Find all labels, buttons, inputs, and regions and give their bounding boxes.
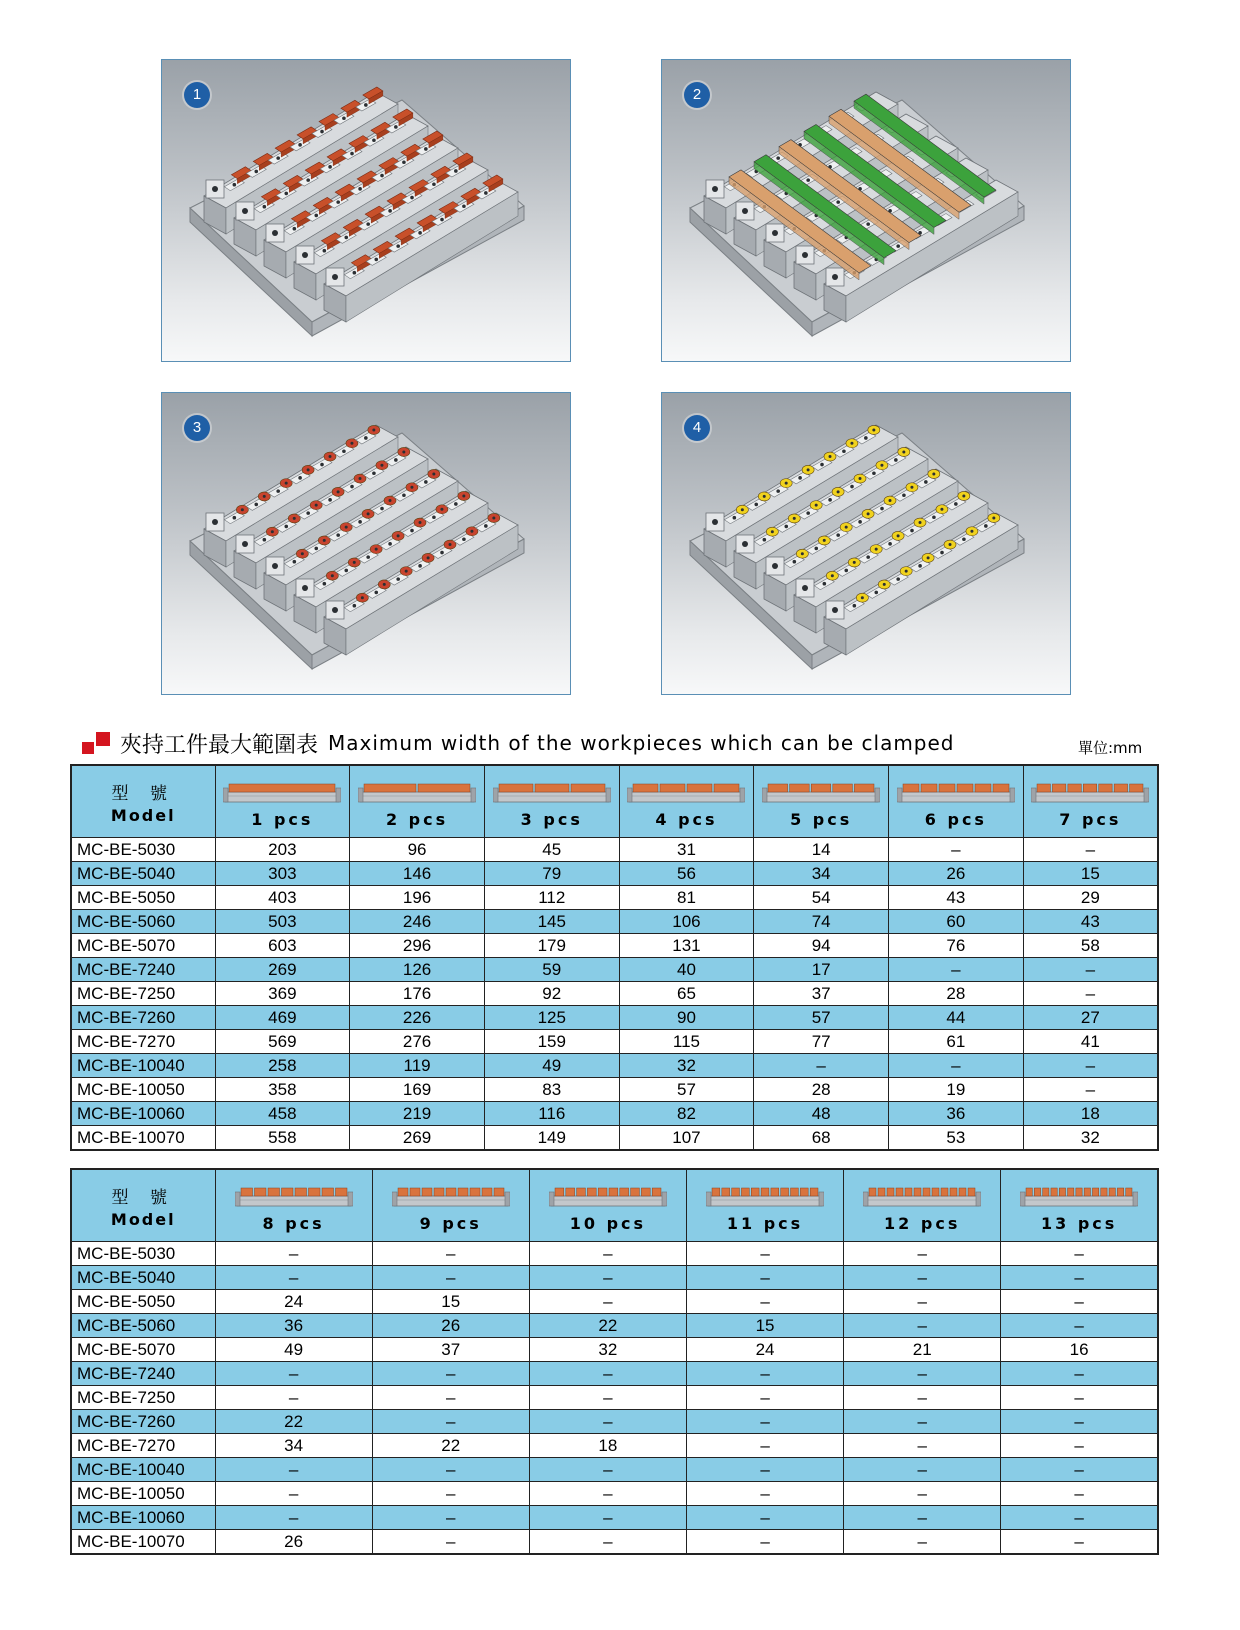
value-cell: –	[372, 1458, 529, 1482]
value-cell: –	[215, 1362, 372, 1386]
model-header-cn: 型 號	[111, 783, 175, 804]
table-row	[71, 838, 1158, 862]
value-cell: 49	[215, 1338, 372, 1362]
value-cell: 159	[484, 1030, 619, 1054]
value-cell: 115	[619, 1030, 754, 1054]
pcs-column-header	[1001, 1169, 1158, 1242]
value-cell: –	[529, 1266, 686, 1290]
value-cell: –	[686, 1386, 843, 1410]
value-cell: 269	[215, 958, 350, 982]
value-cell: 169	[350, 1078, 485, 1102]
value-cell: 116	[484, 1102, 619, 1126]
value-cell: –	[686, 1530, 843, 1555]
value-cell: 458	[215, 1102, 350, 1126]
model-cell: MC-BE-10050	[71, 1078, 215, 1102]
value-cell: –	[844, 1290, 1001, 1314]
value-cell: 90	[619, 1006, 754, 1030]
value-cell: 176	[350, 982, 485, 1006]
model-cell: MC-BE-10060	[71, 1506, 215, 1530]
value-cell: –	[1001, 1290, 1158, 1314]
pcs-label: 3 pcs	[520, 810, 583, 829]
pcs-column-header	[619, 765, 754, 838]
value-cell: 145	[484, 910, 619, 934]
value-cell: 37	[372, 1338, 529, 1362]
value-cell: 22	[372, 1434, 529, 1458]
value-cell: 77	[754, 1030, 889, 1054]
value-cell: –	[215, 1482, 372, 1506]
value-cell: 40	[619, 958, 754, 982]
value-cell: 276	[350, 1030, 485, 1054]
value-cell: –	[686, 1458, 843, 1482]
value-cell: –	[215, 1506, 372, 1530]
value-cell: –	[215, 1266, 372, 1290]
value-cell: –	[529, 1458, 686, 1482]
model-cell: MC-BE-10070	[71, 1530, 215, 1555]
value-cell: –	[372, 1266, 529, 1290]
model-cell: MC-BE-5030	[71, 838, 215, 862]
model-cell: MC-BE-10040	[71, 1458, 215, 1482]
value-cell: –	[372, 1386, 529, 1410]
value-cell: 37	[754, 982, 889, 1006]
value-cell: 18	[529, 1434, 686, 1458]
model-cell: MC-BE-10060	[71, 1102, 215, 1126]
value-cell: –	[844, 1434, 1001, 1458]
unit-label: 單位:mm	[1078, 739, 1143, 757]
heading-english: Maximum width of the workpieces which can be clamped	[328, 731, 955, 755]
image-number-badge: 4	[684, 415, 710, 441]
value-cell: 558	[215, 1126, 350, 1151]
value-cell: 15	[1023, 862, 1158, 886]
value-cell: –	[686, 1434, 843, 1458]
workpiece-layout-icon	[762, 778, 880, 804]
value-cell: 34	[754, 862, 889, 886]
model-cell: MC-BE-5070	[71, 934, 215, 958]
pcs-label: 6 pcs	[924, 810, 987, 829]
model-cell: MC-BE-10070	[71, 1126, 215, 1151]
value-cell: 74	[754, 910, 889, 934]
workpiece-layout-icon	[235, 1182, 353, 1208]
value-cell: –	[215, 1386, 372, 1410]
table-row	[71, 910, 1158, 934]
value-cell: –	[686, 1242, 843, 1266]
table-row	[71, 1126, 1158, 1151]
pcs-column-header	[529, 1169, 686, 1242]
value-cell: 219	[350, 1102, 485, 1126]
value-cell: 22	[215, 1410, 372, 1434]
table-row	[71, 862, 1158, 886]
value-cell: 403	[215, 886, 350, 910]
value-cell: –	[1001, 1386, 1158, 1410]
table-row	[71, 982, 1158, 1006]
value-cell: –	[529, 1410, 686, 1434]
value-cell: 83	[484, 1078, 619, 1102]
value-cell: –	[1001, 1434, 1158, 1458]
table-row	[71, 1506, 1158, 1530]
pcs-label: 13 pcs	[1040, 1214, 1118, 1233]
model-cell: MC-BE-5060	[71, 1314, 215, 1338]
value-cell: 41	[1023, 1030, 1158, 1054]
value-cell: 258	[215, 1054, 350, 1078]
pcs-label: 9 pcs	[419, 1214, 482, 1233]
pcs-column-header	[889, 765, 1024, 838]
value-cell: –	[215, 1458, 372, 1482]
table-row	[71, 1338, 1158, 1362]
value-cell: –	[529, 1242, 686, 1266]
fixture-image-4	[661, 392, 1071, 695]
value-cell: –	[844, 1482, 1001, 1506]
model-cell: MC-BE-5050	[71, 1290, 215, 1314]
value-cell: –	[686, 1410, 843, 1434]
pcs-column-header	[844, 1169, 1001, 1242]
value-cell: 246	[350, 910, 485, 934]
value-cell: 112	[484, 886, 619, 910]
model-header-en: Model	[110, 805, 176, 825]
model-cell: MC-BE-7260	[71, 1410, 215, 1434]
value-cell: –	[844, 1362, 1001, 1386]
pcs-label: 8 pcs	[262, 1214, 325, 1233]
pcs-column-header	[350, 765, 485, 838]
value-cell: –	[372, 1362, 529, 1386]
value-cell: –	[372, 1482, 529, 1506]
workpiece-layout-icon	[1020, 1182, 1138, 1208]
table-row	[71, 1362, 1158, 1386]
value-cell: 61	[889, 1030, 1024, 1054]
pcs-label: 7 pcs	[1059, 810, 1122, 829]
value-cell: –	[529, 1530, 686, 1555]
value-cell: –	[1001, 1266, 1158, 1290]
model-header	[71, 1169, 215, 1242]
value-cell: –	[686, 1482, 843, 1506]
value-cell: 196	[350, 886, 485, 910]
value-cell: –	[1001, 1242, 1158, 1266]
pcs-label: 2 pcs	[385, 810, 449, 829]
model-header-cn: 型 號	[111, 1187, 175, 1208]
value-cell: 125	[484, 1006, 619, 1030]
workpiece-layout-icon	[493, 778, 611, 804]
value-cell: 32	[529, 1338, 686, 1362]
value-cell: 146	[350, 862, 485, 886]
pcs-column-header	[215, 765, 350, 838]
value-cell: 32	[1023, 1126, 1158, 1151]
value-cell: 569	[215, 1030, 350, 1054]
value-cell: –	[1001, 1506, 1158, 1530]
value-cell: –	[889, 958, 1024, 982]
value-cell: 269	[350, 1126, 485, 1151]
pcs-label: 11 pcs	[726, 1214, 804, 1233]
value-cell: 53	[889, 1126, 1024, 1151]
model-cell: MC-BE-7240	[71, 1362, 215, 1386]
model-cell: MC-BE-5040	[71, 862, 215, 886]
table-row	[71, 1458, 1158, 1482]
heading-chinese: 夾持工件最大範圍表	[120, 732, 319, 758]
value-cell: 44	[889, 1006, 1024, 1030]
model-cell: MC-BE-7260	[71, 1006, 215, 1030]
value-cell: –	[1023, 982, 1158, 1006]
value-cell: –	[844, 1410, 1001, 1434]
value-cell: –	[844, 1530, 1001, 1555]
workpiece-layout-icon	[358, 778, 476, 804]
table-row	[71, 1410, 1158, 1434]
model-cell: MC-BE-7240	[71, 958, 215, 982]
value-cell: 503	[215, 910, 350, 934]
value-cell: 358	[215, 1078, 350, 1102]
table-row	[71, 1078, 1158, 1102]
image-number-badge: 2	[684, 82, 710, 108]
value-cell: –	[1001, 1530, 1158, 1555]
value-cell: 68	[754, 1126, 889, 1151]
value-cell: 203	[215, 838, 350, 862]
value-cell: 24	[686, 1338, 843, 1362]
value-cell: –	[686, 1506, 843, 1530]
model-cell: MC-BE-7270	[71, 1030, 215, 1054]
value-cell: 29	[1023, 886, 1158, 910]
value-cell: –	[844, 1314, 1001, 1338]
value-cell: –	[372, 1506, 529, 1530]
value-cell: –	[686, 1362, 843, 1386]
value-cell: –	[529, 1482, 686, 1506]
table-row	[71, 1266, 1158, 1290]
pcs-label: 10 pcs	[569, 1214, 647, 1233]
value-cell: 28	[889, 982, 1024, 1006]
workpiece-layout-icon	[392, 1182, 510, 1208]
table-row	[71, 1290, 1158, 1314]
value-cell: 56	[619, 862, 754, 886]
table-row	[71, 1530, 1158, 1555]
table-row	[71, 1102, 1158, 1126]
pcs-column-header	[1023, 765, 1158, 838]
value-cell: –	[529, 1362, 686, 1386]
fixture-image-3	[161, 392, 571, 695]
value-cell: 31	[619, 838, 754, 862]
value-cell: 32	[619, 1054, 754, 1078]
value-cell: 603	[215, 934, 350, 958]
value-cell: 26	[889, 862, 1024, 886]
model-header-en: Model	[110, 1209, 176, 1229]
table-row	[71, 1386, 1158, 1410]
value-cell: 126	[350, 958, 485, 982]
model-cell: MC-BE-5050	[71, 886, 215, 910]
model-cell: MC-BE-5070	[71, 1338, 215, 1362]
workpiece-layout-icon	[897, 778, 1015, 804]
table-row	[71, 1242, 1158, 1266]
value-cell: 79	[484, 862, 619, 886]
red-squares-icon	[82, 730, 110, 756]
value-cell: –	[215, 1242, 372, 1266]
value-cell: 24	[215, 1290, 372, 1314]
value-cell: 92	[484, 982, 619, 1006]
value-cell: –	[1023, 1054, 1158, 1078]
value-cell: 296	[350, 934, 485, 958]
value-cell: 179	[484, 934, 619, 958]
value-cell: –	[754, 1054, 889, 1078]
value-cell: 21	[844, 1338, 1001, 1362]
value-cell: 49	[484, 1054, 619, 1078]
table-row	[71, 1482, 1158, 1506]
value-cell: –	[1001, 1458, 1158, 1482]
workpiece-layout-icon	[1031, 778, 1149, 804]
value-cell: 57	[754, 1006, 889, 1030]
value-cell: 36	[889, 1102, 1024, 1126]
value-cell: 59	[484, 958, 619, 982]
value-cell: –	[889, 838, 1024, 862]
value-cell: 96	[350, 838, 485, 862]
value-cell: –	[844, 1386, 1001, 1410]
workpiece-layout-icon	[863, 1182, 981, 1208]
value-cell: 82	[619, 1102, 754, 1126]
value-cell: 81	[619, 886, 754, 910]
value-cell: 45	[484, 838, 619, 862]
value-cell: 226	[350, 1006, 485, 1030]
value-cell: 19	[889, 1078, 1024, 1102]
value-cell: 16	[1001, 1338, 1158, 1362]
image-number-badge: 3	[184, 415, 210, 441]
value-cell: –	[372, 1530, 529, 1555]
value-cell: 48	[754, 1102, 889, 1126]
pcs-label: 4 pcs	[655, 810, 718, 829]
value-cell: 27	[1023, 1006, 1158, 1030]
value-cell: 149	[484, 1126, 619, 1151]
fixture-illustration	[662, 393, 1070, 694]
value-cell: 54	[754, 886, 889, 910]
workpiece-layout-icon	[627, 778, 745, 804]
fixture-image-1	[161, 59, 571, 362]
value-cell: 28	[754, 1078, 889, 1102]
value-cell: –	[844, 1242, 1001, 1266]
value-cell: 107	[619, 1126, 754, 1151]
fixture-illustration	[162, 393, 570, 694]
table-row	[71, 1314, 1158, 1338]
value-cell: –	[686, 1266, 843, 1290]
value-cell: 26	[372, 1314, 529, 1338]
value-cell: –	[529, 1290, 686, 1314]
pcs-column-header	[372, 1169, 529, 1242]
value-cell: –	[686, 1290, 843, 1314]
value-cell: –	[1001, 1362, 1158, 1386]
value-cell: 36	[215, 1314, 372, 1338]
value-cell: 43	[889, 886, 1024, 910]
value-cell: 34	[215, 1434, 372, 1458]
value-cell: 26	[215, 1530, 372, 1555]
value-cell: –	[1023, 1078, 1158, 1102]
table-row	[71, 1006, 1158, 1030]
value-cell: –	[529, 1386, 686, 1410]
clamp-width-table-2	[70, 1168, 1159, 1555]
fixture-illustration	[162, 60, 570, 361]
value-cell: 15	[686, 1314, 843, 1338]
table-row	[71, 934, 1158, 958]
value-cell: 303	[215, 862, 350, 886]
value-cell: –	[1023, 838, 1158, 862]
value-cell: –	[372, 1242, 529, 1266]
value-cell: 17	[754, 958, 889, 982]
value-cell: –	[844, 1458, 1001, 1482]
value-cell: 14	[754, 838, 889, 862]
value-cell: 15	[372, 1290, 529, 1314]
value-cell: 94	[754, 934, 889, 958]
table-row	[71, 1434, 1158, 1458]
workpiece-layout-icon	[223, 778, 341, 804]
value-cell: 57	[619, 1078, 754, 1102]
model-cell: MC-BE-7250	[71, 982, 215, 1006]
model-cell: MC-BE-5060	[71, 910, 215, 934]
model-cell: MC-BE-5030	[71, 1242, 215, 1266]
model-cell: MC-BE-5040	[71, 1266, 215, 1290]
section-heading	[82, 726, 955, 760]
value-cell: –	[372, 1410, 529, 1434]
pcs-column-header	[484, 765, 619, 838]
pcs-label: 12 pcs	[884, 1214, 961, 1233]
value-cell: 106	[619, 910, 754, 934]
model-header	[71, 765, 215, 838]
pcs-column-header	[754, 765, 889, 838]
value-cell: 369	[215, 982, 350, 1006]
pcs-label: 1 pcs	[251, 810, 314, 829]
value-cell: 18	[1023, 1102, 1158, 1126]
model-cell: MC-BE-7250	[71, 1386, 215, 1410]
value-cell: 119	[350, 1054, 485, 1078]
value-cell: –	[844, 1506, 1001, 1530]
value-cell: 43	[1023, 910, 1158, 934]
value-cell: –	[1023, 958, 1158, 982]
value-cell: –	[844, 1266, 1001, 1290]
table-row	[71, 1030, 1158, 1054]
value-cell: –	[889, 1054, 1024, 1078]
pcs-column-header	[686, 1169, 843, 1242]
value-cell: 65	[619, 982, 754, 1006]
value-cell: –	[1001, 1410, 1158, 1434]
fixture-illustration	[662, 60, 1070, 361]
value-cell: 22	[529, 1314, 686, 1338]
table-row	[71, 1054, 1158, 1078]
fixture-image-2	[661, 59, 1071, 362]
value-cell: 60	[889, 910, 1024, 934]
clamp-width-table-1	[70, 764, 1159, 1151]
model-cell: MC-BE-10050	[71, 1482, 215, 1506]
value-cell: 469	[215, 1006, 350, 1030]
value-cell: 58	[1023, 934, 1158, 958]
value-cell: –	[529, 1506, 686, 1530]
table-row	[71, 958, 1158, 982]
value-cell: 131	[619, 934, 754, 958]
workpiece-layout-icon	[549, 1182, 667, 1208]
model-cell: MC-BE-7270	[71, 1434, 215, 1458]
workpiece-layout-icon	[706, 1182, 824, 1208]
model-cell: MC-BE-10040	[71, 1054, 215, 1078]
pcs-column-header	[215, 1169, 372, 1242]
image-number-badge: 1	[184, 82, 210, 108]
table-row	[71, 886, 1158, 910]
value-cell: –	[1001, 1314, 1158, 1338]
pcs-label: 5 pcs	[790, 810, 853, 829]
value-cell: –	[1001, 1482, 1158, 1506]
value-cell: 76	[889, 934, 1024, 958]
